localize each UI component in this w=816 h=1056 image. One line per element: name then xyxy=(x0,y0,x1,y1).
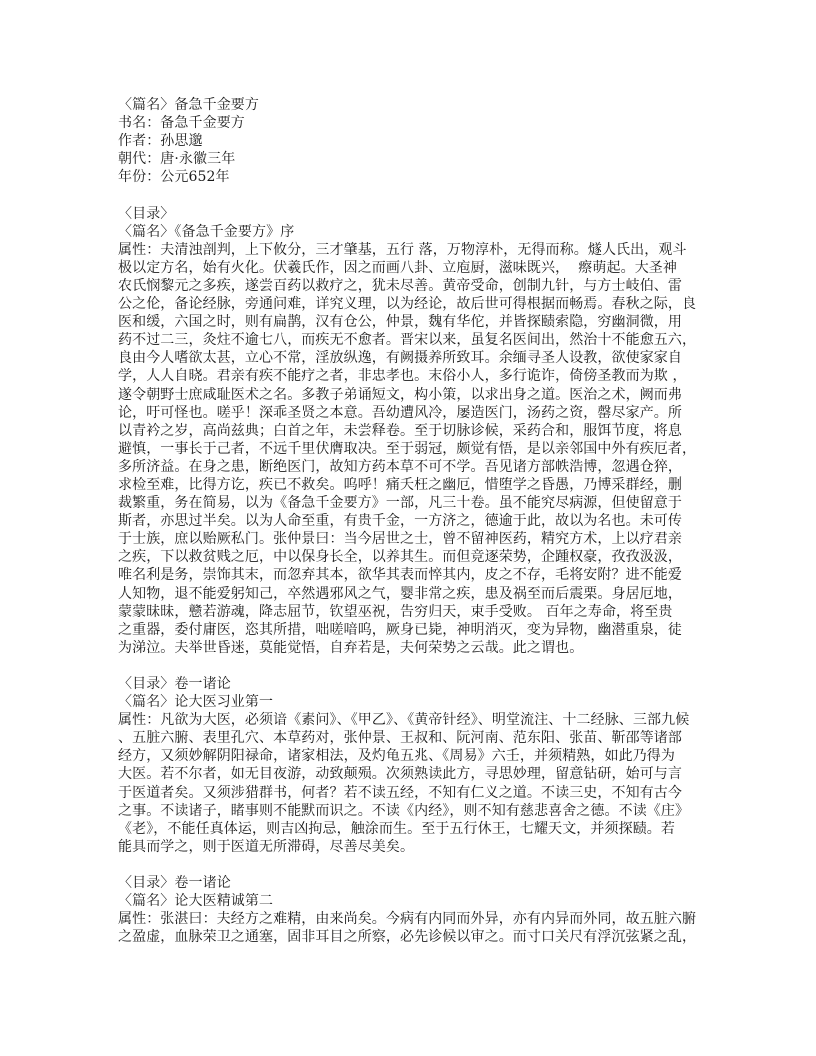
body-text-line: 属性：凡欲为大医，必须谙《素问》、《甲乙》、《黄帝针经》、明堂流注、十二经脉、三部九候 xyxy=(118,712,690,729)
document-page xyxy=(118,96,696,946)
body-text-line: 避慎，一事长于己者，不远千里伏膺取决。至于弱冠，颇觉有悟，是以亲邻国中外有疾厄者， xyxy=(118,440,697,457)
body-text-line: 人知物，退不能爱躬知己，卒然遇邪风之气，婴非常之疾，患及祸至而后震栗。身居厄地， xyxy=(118,585,682,602)
body-text-line: 药不过二三，灸炷不逾七八，而疾无不愈者。晋宋以来，虽复名医间出，然治十不能愈五六， xyxy=(118,332,697,349)
body-text-line: 、五脏六腑、表里孔穴、本草药对，张仲景、王叔和、阮河南、范东阳、张苗、靳邵等诸部 xyxy=(118,730,682,747)
body-text-line: 遂令朝野士庶咸耻医术之名。多教子弟诵短文，构小策，以求出身之道。医治之术，阙而弗 xyxy=(118,386,682,403)
section-chapter-title: 〈篇名〉论大医习业第一 xyxy=(118,694,274,711)
body-text-line: 之盈虚，血脉荣卫之通塞，固非耳目之所察，必先诊候以审之。而寸口关尺有浮沉弦紧之乱， xyxy=(118,929,697,946)
body-text-line: 良由今人嗜欲太甚，立心不常，淫放纵逸，有阙摄养所致耳。余缅寻圣人设教，欲使家家自 xyxy=(118,350,682,367)
body-text-line: 农氏悯黎元之多疾，遂尝百药以救疗之，犹未尽善。黄帝受命，创制九针，与方士岐伯、雷 xyxy=(118,277,682,294)
body-text-line: 经方，又须妙解阴阳禄命，诸家相法，及灼龟五兆、《周易》六壬，并须精熟，如此乃得为 xyxy=(118,748,675,765)
body-text-line: 《老》，不能任真体运，则吉凶拘忌，触涂而生。至于五行休王，七耀天文，并须探赜。若 xyxy=(118,820,675,837)
section-chapter-title: 〈篇名〉论大医精诚第二 xyxy=(118,893,274,910)
blank-line xyxy=(118,657,696,675)
sections-container xyxy=(118,186,696,946)
body-text-line: 极以定方名，始有火化。伏羲氏作，因之而画八卦、立庖厨，滋味既兴， 瘵萌起。大圣神 xyxy=(118,259,677,276)
blank-line xyxy=(118,856,696,874)
body-text-line: 公之伦，备论经脉，旁通问难，详究义理，以为经论，故后世可得根据而畅焉。春秋之际，良 xyxy=(118,296,697,313)
body-text-line: 为涕泣。夫举世昏迷，莫能觉悟，自弃若是，夫何荣势之云哉。此之谓也。 xyxy=(118,639,584,656)
body-text-line: 多所济益。在身之患，断绝医门，故知方药本草不可不学。吾见诸方部帙浩博，忽遇仓猝， xyxy=(118,458,682,475)
body-text-line: 之重器，委付庸医，恣其所措，咄嗟喑呜，厥身已毙，神明消灭，变为异物，幽潜重泉，徒 xyxy=(118,621,682,638)
field-dynasty: 朝代：唐·永徽三年 xyxy=(118,151,236,168)
body-text-line: 之事。不读诸子，睹事则不能默而识之。不读《内经》，则不知有慈悲喜舍之德。不读《庄》 xyxy=(118,802,690,819)
body-text-line: 大医。若不尔者，如无目夜游，动致颠殒。次须熟读此方，寻思妙理，留意钻研，始可与言 xyxy=(118,766,682,783)
body-text-line: 于医道者矣。又须涉猎群书，何者？若不读五经，不知有仁义之道。不读三史，不知有古今 xyxy=(118,784,682,801)
body-text-line: 斯者，亦思过半矣。以为人命至重，有贵千金，一方济之，德逾于此，故以为名也。未可传 xyxy=(118,513,682,530)
body-text-line: 唯名利是务，崇饰其末，而忽弃其本，欲华其表而悴其内，皮之不存，毛将安附？进不能爱 xyxy=(118,567,682,584)
body-text-line: 属性：张湛曰：夫经方之难精，由来尚矣。今病有内同而外异，亦有内异而外同，故五脏六腑 xyxy=(118,911,697,928)
body-text-line: 之疾，下以救贫贱之厄，中以保身长全，以养其生。而但竞逐荣势，企踵权豪，孜孜汲汲， xyxy=(118,549,682,566)
section xyxy=(118,657,696,856)
blank-line xyxy=(118,186,696,204)
section-chapter-title: 〈篇名〉《备急千金要方》序 xyxy=(118,223,295,240)
section-catalog: 〈目录〉卷一诸论 xyxy=(118,676,231,692)
section xyxy=(118,856,696,946)
section-catalog: 〈目录〉卷一诸论 xyxy=(118,875,231,892)
body-text-line: 求检至难，比得方讫，疾已不救矣。呜呼！痛夭枉之幽厄，惜堕学之昏愚，乃博采群经，删 xyxy=(118,476,682,493)
body-text-line: 医和缓，六国之时，则有扁鹊，汉有仓公，仲景，魏有华佗，并皆探赜索隐，穷幽洞微，用 xyxy=(118,314,682,331)
body-text-line: 能具而学之，则于医道无所滞碍，尽善尽美矣。 xyxy=(118,838,415,855)
field-author: 作者：孙思邈 xyxy=(118,133,203,150)
header-title: 〈篇名〉备急千金要方 xyxy=(118,97,259,113)
body-text-line: 属性：夫清浊剖判，上下攸分，三才肇基，五行 落，万物淳朴，无得而称。燧人氏出，观斗 xyxy=(118,241,687,258)
body-text-line: 论，吁可怪也。嗟乎！深乖圣贤之本意。吾幼遭风冷，屡造医门，汤药之资，罄尽家产。所 xyxy=(118,404,682,421)
field-book-name: 书名：备急千金要方 xyxy=(118,115,245,132)
body-text-line: 于士族，庶以贻厥私门。张仲景曰：当今居世之士，曾不留神医药，精究方术，上以疗君亲 xyxy=(118,531,682,548)
body-text-line: 学，人人自晓。君亲有疾不能疗之者，非忠孝也。末俗小人，多行诡诈，倚傍圣教而为欺 ， xyxy=(118,368,687,385)
body-text-line: 裁繁重，务在简易，以为《备急千金要方》一部，凡三十卷。虽不能究尽病源，但使留意于 xyxy=(118,495,682,512)
section xyxy=(118,186,696,656)
body-text-line: 以青衿之岁，高尚兹典；白首之年，未尝释卷。至于切脉诊候，采药合和，服饵节度，将息 xyxy=(118,422,682,439)
field-year: 年份：公元652年 xyxy=(118,169,230,186)
section-catalog: 〈目录〉 xyxy=(118,205,175,222)
body-text-line: 蒙蒙昧昧，戆若游魂，降志屈节，钦望巫祝，告穷归天，束手受败。 百年之寿命，将至贵 xyxy=(118,603,673,620)
